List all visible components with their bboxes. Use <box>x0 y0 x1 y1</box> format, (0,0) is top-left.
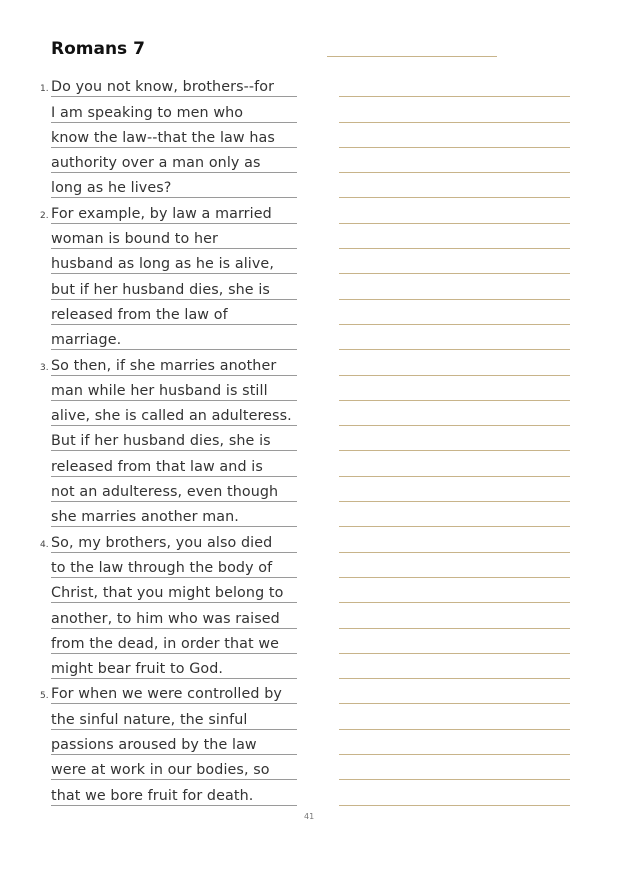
verse-number: 4. <box>40 539 49 550</box>
blank-writing-line[interactable] <box>339 755 570 780</box>
verse-text: she marries another man. <box>51 509 239 526</box>
verse-line <box>37 654 297 679</box>
verse-text: released from the law of <box>51 306 228 323</box>
verse-text: woman is bound to her <box>51 231 218 248</box>
verse-line <box>37 249 297 274</box>
blank-writing-line[interactable] <box>339 704 570 729</box>
verse-line <box>37 123 297 148</box>
verse-line <box>37 502 297 527</box>
blank-writing-line[interactable] <box>339 780 570 805</box>
blank-writing-line[interactable] <box>339 730 570 755</box>
verse-text: were at work in our bodies, so <box>51 762 270 779</box>
blank-writing-line[interactable] <box>339 477 570 502</box>
verse-line <box>37 451 297 476</box>
blank-writing-line[interactable] <box>339 350 570 375</box>
verse-line <box>37 401 297 426</box>
verse-text: Christ, that you might belong to <box>51 585 284 602</box>
writing-rule <box>339 805 570 806</box>
verse-text: know the law--that the law has <box>51 129 275 146</box>
blank-writing-line[interactable] <box>339 173 570 198</box>
verse-text: that we bore fruit for death. <box>51 787 254 804</box>
blank-writing-line[interactable] <box>339 629 570 654</box>
blank-writing-line[interactable] <box>339 249 570 274</box>
blank-writing-line[interactable] <box>339 325 570 350</box>
verse-line <box>37 629 297 654</box>
blank-writing-line[interactable] <box>339 654 570 679</box>
verse-text: another, to him who was raised <box>51 610 280 627</box>
blank-writing-line[interactable] <box>339 527 570 552</box>
blank-writing-line[interactable] <box>339 198 570 223</box>
verse-line <box>37 477 297 502</box>
blank-writing-line[interactable] <box>339 72 570 97</box>
blank-writing-line[interactable] <box>339 603 570 628</box>
verse-line <box>37 325 297 350</box>
verse-text: For when we were controlled by <box>51 686 282 703</box>
blank-writing-line[interactable] <box>339 451 570 476</box>
verse-text: long as he lives? <box>51 180 172 197</box>
verse-number: 2. <box>40 210 49 221</box>
verse-line <box>37 350 297 375</box>
verse-line <box>37 730 297 755</box>
verse-line <box>37 553 297 578</box>
verse-text: So, my brothers, you also died <box>51 534 273 551</box>
blank-writing-line[interactable] <box>339 148 570 173</box>
blank-writing-line[interactable] <box>339 426 570 451</box>
writing-lines-column <box>339 72 570 806</box>
blank-writing-line[interactable] <box>339 401 570 426</box>
verse-text: man while her husband is still <box>51 382 268 399</box>
verse-number: 3. <box>40 362 49 373</box>
verse-text: Do you not know, brothers--for <box>51 79 275 96</box>
verse-text: passions aroused by the law <box>51 737 257 754</box>
verse-line <box>37 173 297 198</box>
verse-text: But if her husband dies, she is <box>51 433 271 450</box>
verse-line <box>37 72 297 97</box>
title-writing-line <box>327 56 497 57</box>
verse-line <box>37 755 297 780</box>
verse-text: I am speaking to men who <box>51 104 244 121</box>
verse-text: but if her husband dies, she is <box>51 281 270 298</box>
verse-line <box>37 527 297 552</box>
verse-text: might bear fruit to God. <box>51 661 224 678</box>
page-number: 41 <box>304 812 315 821</box>
verse-text: authority over a man only as <box>51 155 261 172</box>
verse-text: So then, if she marries another <box>51 357 277 374</box>
verse-line <box>37 274 297 299</box>
verse-line <box>37 780 297 805</box>
verse-line <box>37 198 297 223</box>
verse-number: 1. <box>40 84 49 95</box>
verse-text-column <box>37 72 297 806</box>
verse-text: the sinful nature, the sinful <box>51 711 248 728</box>
verse-line <box>37 224 297 249</box>
verse-text: For example, by law a married <box>51 205 272 222</box>
page-title: Romans 7 <box>51 39 145 59</box>
verse-line <box>37 376 297 401</box>
blank-writing-line[interactable] <box>339 679 570 704</box>
verse-line <box>37 704 297 729</box>
verse-text: to the law through the body of <box>51 559 273 576</box>
verse-text: husband as long as he is alive, <box>51 256 274 273</box>
blank-writing-line[interactable] <box>339 224 570 249</box>
blank-writing-line[interactable] <box>339 97 570 122</box>
blank-writing-line[interactable] <box>339 274 570 299</box>
verse-number: 5. <box>40 691 49 702</box>
verse-text: from the dead, in order that we <box>51 635 280 652</box>
verse-line <box>37 679 297 704</box>
verse-line <box>37 603 297 628</box>
blank-writing-line[interactable] <box>339 376 570 401</box>
blank-writing-line[interactable] <box>339 300 570 325</box>
verse-text: released from that law and is <box>51 458 263 475</box>
verse-line <box>37 300 297 325</box>
verse-text: alive, she is called an adulteress. <box>51 408 292 425</box>
blank-writing-line[interactable] <box>339 502 570 527</box>
verse-line <box>37 426 297 451</box>
verse-line <box>37 97 297 122</box>
verse-line <box>37 148 297 173</box>
verse-text: not an adulteress, even though <box>51 484 279 501</box>
verse-text: marriage. <box>51 332 122 349</box>
blank-writing-line[interactable] <box>339 553 570 578</box>
blank-writing-line[interactable] <box>339 123 570 148</box>
underline-rule <box>51 805 297 806</box>
blank-writing-line[interactable] <box>339 578 570 603</box>
verse-line <box>37 578 297 603</box>
